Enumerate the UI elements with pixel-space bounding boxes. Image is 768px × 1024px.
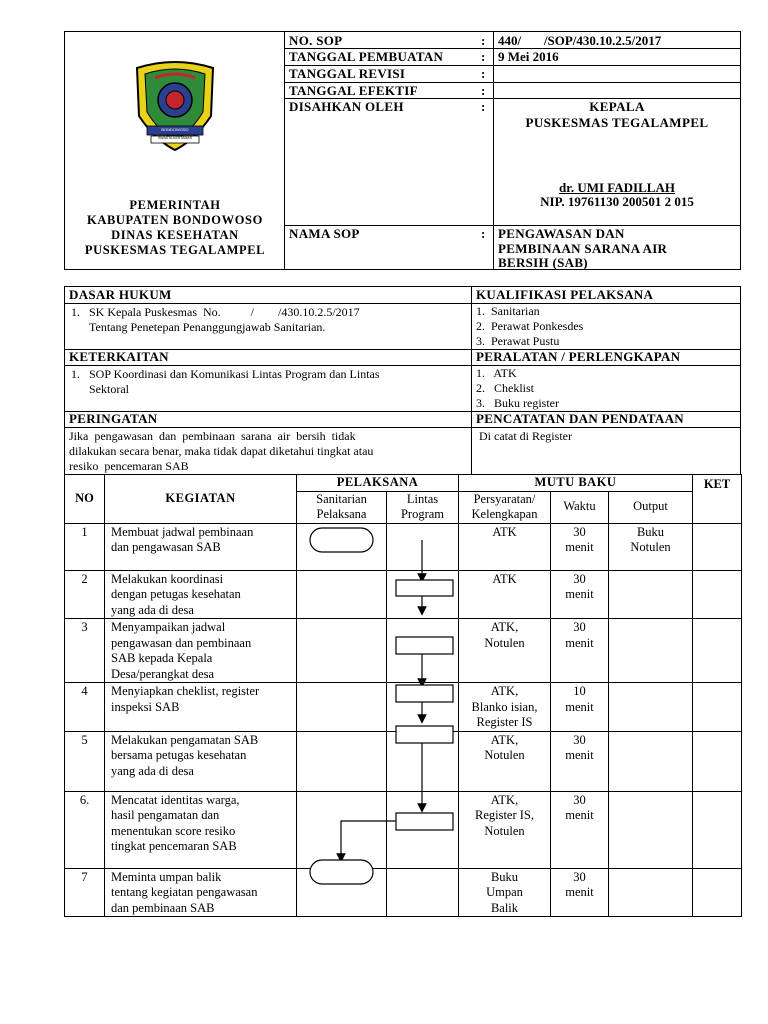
flow-process-3 [396,637,453,654]
sop-name-line-2: PEMBINAAN SARANA AIR [498,241,668,256]
flow-end-terminator [310,860,373,884]
warning-title: PERINGATAN [69,411,158,426]
row-kegiatan-line-1: Membuat jadwal pembinaan [111,524,254,539]
sanitarian-header-line-1: Sanitarian [316,491,367,506]
row-persyaratan-line-1: ATK [492,524,517,539]
related-item-1: 1. SOP Koordinasi dan Komunikasi Lintas Program dan Lintas [71,367,380,381]
agency-line-4: PUSKESMAS TEGALAMPEL [84,243,266,257]
row-no-line-1: 1 [81,524,88,539]
row-persyaratan-line-1: ATK, [490,792,519,807]
col-kegiatan-header: KEGIATAN [105,475,297,524]
row-kegiatan-line-1: Meminta umpan balik [111,869,222,884]
row-persyaratan-line-3: Balik [490,900,519,915]
sop-name-line-3: BERSIH (SAB) [498,255,588,270]
row-waktu-line-1: 30 [573,524,586,539]
qualification-item-2: 2. Perawat Ponkesdes [476,319,584,333]
recording-text: Di catat di Register [479,429,572,443]
row-waktu-line-1: 30 [573,869,586,884]
equipment-item-3: 3. Buku register [476,396,559,410]
row-kegiatan-line-1: Mencatat identitas warga, [111,792,240,807]
warning-line-1: Jika pengawasan dan pembinaan sarana air bersih tidak [69,429,356,443]
row-persyaratan-line-2: Notulen [484,748,525,762]
created-date-sep: : [481,49,486,64]
row-persyaratan-line-2: Register IS, [474,808,535,822]
equipment-item-1: 1. ATK [476,366,517,380]
col-ket-header: KET [693,475,742,524]
row-kegiatan-line-3: yang ada di desa [111,602,194,617]
approver-name: dr. UMI FADILLAH [559,180,675,195]
sanitarian-header-line-2: Pelaksana [316,507,367,521]
row-kegiatan-line-4: tingkat pencemaran SAB [111,839,237,853]
flow-process-5 [396,726,453,743]
row-output-line-2: Notulen [630,540,671,554]
row-persyaratan-line-2: Blanko isian, [471,699,538,714]
logo-text-bottom: SWASTA KERTAMAS [157,136,193,140]
row-kegiatan-line-3: SAB kepada Kepala [111,651,213,665]
row-kegiatan-line-2: pengawasan dan pembinaan [111,635,252,650]
row-waktu-line-1: 30 [573,571,586,586]
row-persyaratan-line-1: ATK [492,571,517,586]
row-kegiatan-line-2: hasil pengamatan dan [111,808,220,822]
row-kegiatan-line-1: Menyiapkan cheklist, register [111,684,260,698]
row-kegiatan-line-1: Menyampaikan jadwal [111,620,226,634]
qualification-item-3: 3. Perawat Pustu [476,334,560,348]
row-waktu-line-2: menit [565,635,594,650]
legal-basis-item-2: Tentang Penetepan Penanggungjawab Sanitarian. [89,320,326,334]
sop-name-sep: : [481,226,486,241]
row-persyaratan-line-1: ATK, [490,620,519,634]
row-waktu-line-2: menit [565,748,594,762]
col-output-header: Output [609,491,693,523]
qualification-title: KUALIFIKASI PELAKSANA [476,287,654,302]
row-kegiatan-line-2: tentang kegiatan pengawasan [111,885,258,899]
row-kegiatan-line-1: Melakukan pengamatan SAB [111,732,259,747]
row-kegiatan-line-3: yang ada di desa [111,763,194,778]
persyaratan-header-line-1: Persyaratan/ [473,491,536,506]
row-output-line-1: Buku [636,524,665,539]
row-kegiatan-line-2: inspeksi SAB [111,699,180,714]
agency-line-1: PEMERINTAH [129,198,221,212]
row-kegiatan-line-4: Desa/perangkat desa [111,666,215,681]
legal-basis-title: DASAR HUKUM [69,287,172,302]
row-persyaratan-line-1: ATK, [490,684,519,698]
row-no-line-1: 2 [81,571,88,586]
approver-title-1: KEPALA [589,99,645,114]
legal-basis-item-1: 1. SK Kepala Puskesmas No. / /430.10.2.5/2017 [71,305,360,319]
row-persyaratan-line-3: Notulen [484,823,525,838]
revision-date-sep: : [481,66,486,81]
approver-nip: NIP. 19761130 200501 2 015 [540,194,694,209]
row-persyaratan-line-1: Buku [490,869,519,884]
approved-by-sep: : [481,99,486,114]
approver-title-2: PUSKESMAS TEGALAMPEL [525,115,709,130]
flow-process-4 [396,685,453,702]
sop-number-sep: : [481,33,486,48]
row-no-line-1: 3 [81,620,88,634]
row-persyaratan-line-2: Umpan [486,885,523,899]
sop-name-label: NAMA SOP [289,226,360,241]
created-date-label: TANGGAL PEMBUATAN [289,49,444,64]
effective-date-label: TANGGAL EFEKTIF [289,83,418,98]
row-kegiatan-line-2: dengan petugas kesehatan [111,587,241,601]
sop-number-value: 440/ /SOP/430.10.2.5/2017 [498,33,662,48]
created-date-value: 9 Mei 2016 [498,49,559,64]
row-no-line-1: 7 [81,869,88,884]
flow-process-6 [396,813,453,830]
row-no-line-1: 6. [79,792,90,807]
flow-start-terminator [310,528,373,552]
recording-title: PENCATATAN DAN PENDATAAN [476,411,684,426]
warning-line-2: dilakukan secara benar, maka tidak dapat diketahui tingkat atau [69,444,374,458]
row-persyaratan-line-3: Register IS [476,715,533,729]
row-waktu-line-1: 30 [573,792,586,807]
qualification-item-1: 1. Sanitarian [476,304,540,318]
related-title: KETERKAITAN [69,349,169,364]
row-kegiatan-line-2: bersama petugas kesehatan [111,748,247,762]
row-waktu-line-2: menit [565,587,594,601]
logo-text-top: BONDOWOSO [161,127,189,132]
sop-name-line-1: PENGAWASAN DAN [498,226,625,241]
row-waktu-line-2: menit [565,885,594,899]
sop-number-label: NO. SOP [289,33,343,48]
col-mutu-header: MUTU BAKU [459,475,693,492]
agency-line-3: DINAS KESEHATAN [111,228,239,242]
lintas-header-line-2: Program [400,507,445,521]
lintas-header-line-1: Lintas [406,491,439,506]
row-persyaratan-line-1: ATK, [490,732,519,747]
row-no-line-1: 4 [81,684,88,698]
revision-date-label: TANGGAL REVISI [289,66,406,81]
row-kegiatan-line-2: dan pengawasan SAB [111,540,221,554]
row-waktu-line-1: 10 [573,684,586,698]
related-item-2: Sektoral [89,382,129,396]
equipment-item-2: 2. Cheklist [476,381,535,395]
effective-date-sep: : [481,83,486,98]
warning-line-3: resiko pencemaran SAB [69,459,189,473]
row-kegiatan-line-1: Melakukan koordinasi [111,571,224,586]
row-waktu-line-2: menit [565,699,594,714]
col-no-header: NO [65,475,105,524]
equipment-title: PERALATAN / PERLENGKAPAN [476,349,681,364]
flow-arrow-6 [341,821,396,858]
row-kegiatan-line-3: dan pembinaan SAB [111,900,215,915]
agency-line-2: KABUPATEN BONDOWOSO [87,213,263,227]
col-pelaksana-header: PELAKSANA [297,475,459,492]
col-waktu-header: Waktu [551,491,609,523]
approved-by-label: DISAHKAN OLEH [289,99,404,114]
row-persyaratan-line-2: Notulen [484,635,525,650]
persyaratan-header-line-2: Kelengkapan [471,507,538,521]
row-waktu-line-2: menit [565,540,594,554]
row-kegiatan-line-3: menentukan score resiko [111,823,236,838]
row-waktu-line-1: 30 [573,732,586,747]
flow-process-2 [396,580,453,596]
row-waktu-line-1: 30 [573,620,586,634]
row-no-line-1: 5 [81,732,88,747]
row-waktu-line-2: menit [565,808,594,822]
